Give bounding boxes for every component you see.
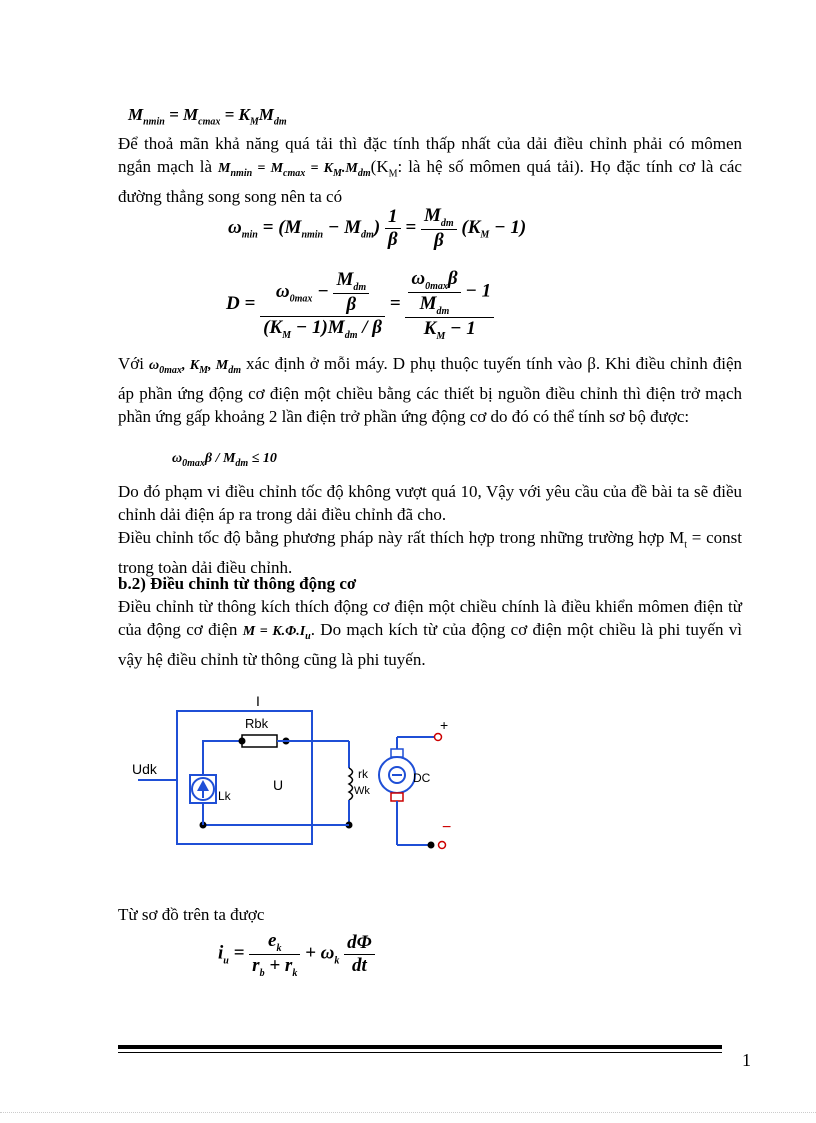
- inline-vars: $\omega_{0max}$, $K_M$, $M_{dm}$: [149, 358, 241, 376]
- paragraph-constant-torque: Điều chỉnh tốc độ bằng phương pháp này rất thích hợp trong những trường hợp $M_t$ = const trong toàn dải điều chỉnh.: [118, 528, 743, 578]
- paragraph-flux-b: . Do mạch kích từ của động cơ điện một chiều là phi tuyến vì vậy hệ điều chỉnh từ thông cũng là phi tuyến.: [118, 620, 743, 669]
- inequality-range: $\omega_{0max}\beta / M_{dm} \le 10$: [172, 451, 277, 469]
- terminal-plus[interactable]: [435, 734, 442, 741]
- footer-rule-thick: [118, 1045, 722, 1049]
- section-heading-b2: b.2) Điều chỉnh từ thông động cơ: [118, 574, 357, 593]
- inline-eq-torque: $M = K.\Phi.I_u$: [242, 624, 311, 642]
- inline-eq-mnmin: $M_{nmin} = M_{cmax} = K_M.M_{dm}$: [218, 161, 371, 179]
- terminal-minus[interactable]: [439, 842, 446, 849]
- resistor-rbk: [242, 735, 277, 747]
- paragraph-overload-text: Để thoả mãn khả năng quá tải thì đặc tính thấp nhất của dải điều chỉnh phải có mômen ngắn mạch là: [118, 134, 742, 176]
- paragraph-flux: [118, 595, 742, 671]
- footer-rule-thin: [118, 1052, 722, 1053]
- formula-mnmin: $M_{nmin} = M_{cmax} = K_MM_{dm}$: [128, 105, 287, 128]
- paragraph-overload-tail: ($K_M$: là hệ số mômen quá tải). Họ đặc tính cơ là các đường thẳng song song nên ta có: [118, 157, 742, 207]
- equation-omega-min: $\omega_{min} = (M_{nmin} - M_{dm})$ $\frac{1}{\beta}$ = $\frac{M_{dm}}{\beta}$ $(K_M - 1)$: [228, 205, 527, 251]
- label-minus: −: [442, 819, 452, 836]
- equation-D: D = $\omega_{0max}$ − $\frac{M_{dm}}{\beta}$ $(K_M - 1)M_{dm} / \beta$ = $\frac{\omega_{0max}\beta}{M_{dm}}$ − 1 $K_M - 1$: [226, 268, 494, 341]
- paragraph-flux-a: Điều chỉnh từ thông kích thích động cơ điện một chiều chính là điều khiển mômen điện từ của động cơ điện: [118, 597, 742, 639]
- paragraph-overload: [118, 132, 742, 208]
- label-dc: DC: [413, 771, 431, 785]
- paragraph-range: Do đó phạm vi điều chỉnh tốc độ không vượt quá 10, Vậy với yêu cầu của đề bài ta sẽ điều chỉnh dải điện áp ra trong dải điều chỉnh đã cho.: [118, 482, 742, 524]
- page-bottom-border: [0, 1112, 816, 1113]
- motor-brush-top: [391, 749, 403, 757]
- label-rbk: Rbk: [245, 716, 269, 731]
- label-i: I: [256, 693, 260, 709]
- paragraph-with-body: xác định ở mỗi máy. D phụ thuộc tuyến tính vào β. Khi điều chỉnh điện áp phần ứng động cơ điện một chiều bằng các thiết bị nguồn điều chỉnh thì điện trở mạch phần ứng gấp khoảng 2 lần điện trở phần ứng động cơ do đó có thể tính sơ bộ được:: [118, 354, 743, 426]
- label-plus: +: [440, 717, 449, 733]
- label-udk: Udk: [132, 761, 157, 777]
- equation-iu: $i_u$ = $\frac{e_k}{r_b + r_k}$ + $\omega_k$ $\frac{d\Phi}{dt}$: [218, 930, 375, 979]
- paragraph-from-diagram: Từ sơ đồ trên ta được: [118, 905, 265, 924]
- paragraph-with-lead: Với: [118, 354, 144, 373]
- motor-brush-bottom: [391, 793, 403, 801]
- circuit-diagram: [120, 690, 460, 865]
- inductor-wk: [349, 768, 353, 800]
- page-number: 1: [742, 1050, 751, 1070]
- label-rk: rk: [358, 767, 368, 781]
- paragraph-with: [118, 352, 742, 428]
- node: [239, 738, 246, 745]
- label-wk: Wk: [354, 785, 370, 797]
- label-u: U: [273, 777, 284, 793]
- terminal-minus-node: [428, 842, 435, 849]
- label-lk: Lk: [218, 789, 231, 803]
